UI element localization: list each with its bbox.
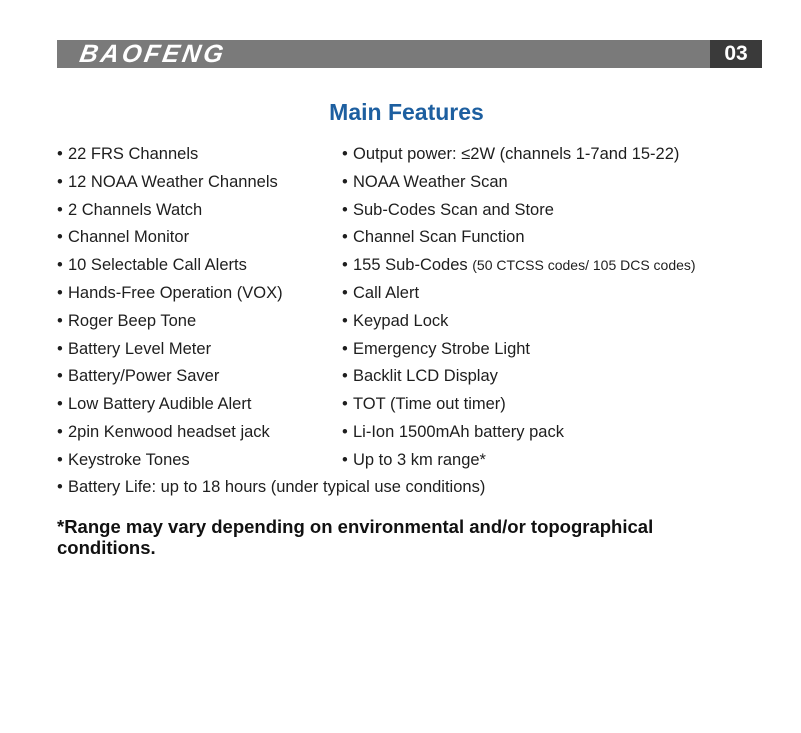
bullet-icon: • [57,478,63,496]
bullet-icon: • [342,256,348,275]
feature-label: 155 Sub-Codes [353,256,468,275]
page-title: Main Features [329,99,484,125]
feature-label: Battery Level Meter [68,339,212,358]
bullet-icon: • [342,200,348,219]
list-item [342,282,696,310]
list-item [57,310,283,338]
bullet-icon: • [57,450,63,469]
bullet-icon: • [342,339,348,358]
list-item [57,421,283,449]
feature-label: Sub-Codes Scan and Store [353,200,554,219]
feature-list-left [57,143,283,477]
list-item [342,310,696,338]
list-item [342,449,696,477]
list-item [57,143,283,171]
list-item [57,365,283,393]
brand-logo: BAOFENG [77,40,229,68]
feature-label: 2pin Kenwood headset jack [68,422,270,441]
bullet-icon: • [342,311,348,330]
feature-list-right [342,143,696,477]
feature-label: 2 Channels Watch [68,200,203,219]
bullet-icon: • [342,422,348,441]
feature-label: Up to 3 km range* [353,450,486,469]
list-item [342,199,696,227]
list-item [57,226,283,254]
battery-life-item [57,476,485,498]
list-item [57,393,283,421]
feature-label: Call Alert [353,283,420,302]
feature-label: 22 FRS Channels [68,145,199,163]
bullet-icon: • [57,172,63,191]
list-item [342,143,696,171]
list-item [342,393,696,421]
feature-label: Keypad Lock [353,311,449,330]
list-item [57,449,283,477]
list-item [342,338,696,366]
list-item [342,171,696,199]
list-item [57,199,283,227]
feature-label: Low Battery Audible Alert [68,395,252,414]
list-item [57,338,283,366]
list-item [57,254,283,282]
bullet-icon: • [342,283,348,302]
feature-label: 10 Selectable Call Alerts [68,256,247,275]
feature-label: NOAA Weather Scan [353,172,508,191]
battery-life-label: Battery Life: up to 18 hours (under typical use conditions) [68,478,486,496]
bullet-icon: • [57,200,63,219]
feature-label: Keystroke Tones [68,450,190,469]
bullet-icon: • [57,311,63,330]
bullet-icon: • [342,228,348,247]
page-number: 03 [710,40,762,68]
bullet-icon: • [342,172,348,191]
feature-label: Backlit LCD Display [353,367,498,386]
list-item [57,282,283,310]
bullet-icon: • [57,145,63,163]
bullet-icon: • [342,450,348,469]
feature-label: Hands-Free Operation (VOX) [68,283,283,302]
feature-label: Li-Ion 1500mAh battery pack [353,422,564,441]
list-item [57,171,283,199]
bullet-icon: • [57,283,63,302]
bullet-icon: • [57,395,63,414]
feature-label: Channel Scan Function [353,228,525,247]
bullet-icon: • [57,228,63,247]
list-item [342,226,696,254]
subcodes-detail: (50 CTCSS codes/ 105 DCS codes) [472,257,696,274]
feature-label: Roger Beep Tone [68,311,197,330]
feature-label: 12 NOAA Weather Channels [68,172,278,191]
bullet-icon: • [57,256,63,275]
list-item [342,254,696,282]
list-item [342,365,696,393]
feature-label: TOT (Time out timer) [353,395,506,414]
bullet-icon: • [57,339,63,358]
feature-label: Emergency Strobe Light [353,339,531,358]
bullet-icon: • [57,422,63,441]
feature-label: Channel Monitor [68,228,190,247]
bullet-icon: • [342,367,348,386]
bullet-icon: • [342,395,348,414]
bullet-icon: • [342,145,348,163]
bullet-icon: • [57,367,63,386]
feature-label: Output power: ≤2W (channels 1-7and 15-22) [353,145,680,163]
feature-label: Battery/Power Saver [68,367,220,386]
list-item [342,421,696,449]
range-disclaimer: *Range may vary depending on environmental and/or topographical conditions. [57,516,654,558]
